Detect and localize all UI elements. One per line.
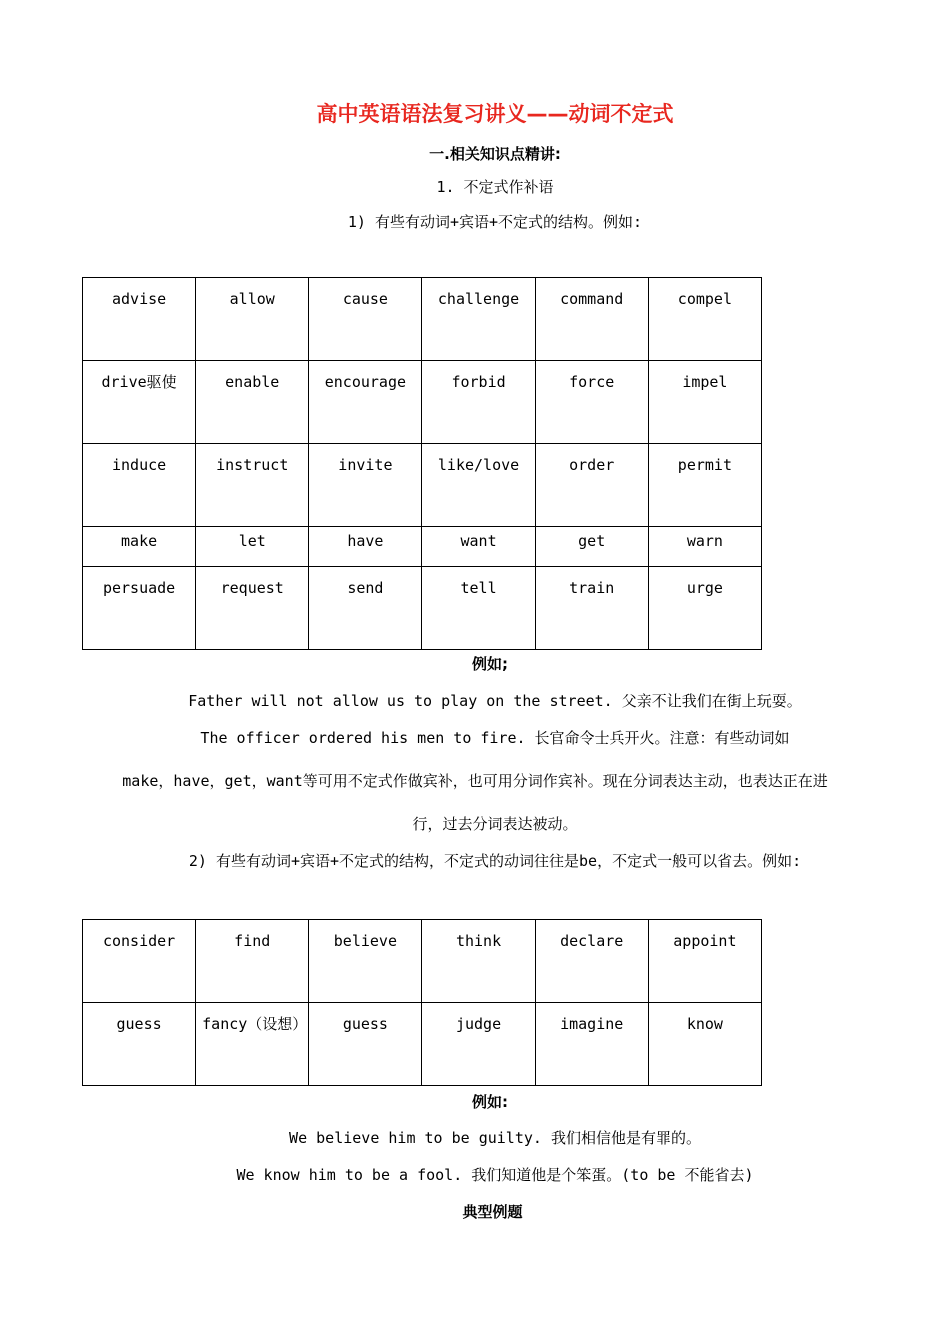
table-cell: drive驱使 xyxy=(83,361,196,444)
table-cell: compel xyxy=(648,278,761,361)
table-cell: guess xyxy=(309,1003,422,1086)
typical-examples-heading: 典型例题 xyxy=(462,1203,523,1221)
table-cell: judge xyxy=(422,1003,535,1086)
table-row xyxy=(83,444,762,527)
table-cell: order xyxy=(535,444,648,527)
table-cell: allow xyxy=(196,278,309,361)
verb-table-1 xyxy=(82,277,762,650)
table-cell: command xyxy=(535,278,648,361)
table-cell: train xyxy=(535,567,648,650)
table-cell: induce xyxy=(83,444,196,527)
table-cell: like/love xyxy=(422,444,535,527)
table-cell: declare xyxy=(535,920,648,1003)
page-title: 高中英语语法复习讲义——动词不定式 xyxy=(316,102,674,126)
subheading-infinitive-complement: 1. 不定式作补语 xyxy=(436,178,554,196)
table-cell: tell xyxy=(422,567,535,650)
example-label: 例如: xyxy=(472,1093,508,1111)
table-cell: cause xyxy=(309,278,422,361)
table-cell: invite xyxy=(309,444,422,527)
table-cell: advise xyxy=(83,278,196,361)
table-cell: enable xyxy=(196,361,309,444)
table-cell: have xyxy=(309,527,422,567)
example-sentence: We believe him to be guilty. 我们相信他是有罪的。 xyxy=(289,1129,701,1147)
example-sentence: Father will not allow us to play on the street. 父亲不让我们在街上玩耍。 xyxy=(188,692,802,710)
table-cell: fancy（设想） xyxy=(196,1003,309,1086)
table-row xyxy=(83,527,762,567)
table-cell: think xyxy=(422,920,535,1003)
table-cell: find xyxy=(196,920,309,1003)
section-heading: 一.相关知识点精讲: xyxy=(429,145,561,163)
table-cell: persuade xyxy=(83,567,196,650)
table-cell: warn xyxy=(648,527,761,567)
table-row xyxy=(83,361,762,444)
note-text: make，have，get，want等可用不定式作做宾补，也可用分词作宾补。现在分词表达主动，也表达正在进 xyxy=(122,772,828,790)
table-cell: let xyxy=(196,527,309,567)
point-1-text: 1) 有些有动词+宾语+不定式的结构。例如: xyxy=(347,213,643,231)
table-cell: encourage xyxy=(309,361,422,444)
verb-table-2 xyxy=(82,919,762,1086)
note-text: 行，过去分词表达被动。 xyxy=(412,815,578,833)
table-row xyxy=(83,278,762,361)
point-2-text: 2) 有些有动词+宾语+不定式的结构，不定式的动词往往是be，不定式一般可以省去。例如: xyxy=(188,852,802,870)
table-cell: urge xyxy=(648,567,761,650)
table-cell: permit xyxy=(648,444,761,527)
example-label: 例如; xyxy=(472,655,508,673)
table-cell: appoint xyxy=(648,920,761,1003)
table-cell: instruct xyxy=(196,444,309,527)
example-sentence: We know him to be a fool. 我们知道他是个笨蛋。(to be 不能省去) xyxy=(236,1166,754,1184)
table-cell: want xyxy=(422,527,535,567)
table-row xyxy=(83,567,762,650)
table-cell: send xyxy=(309,567,422,650)
table-cell: impel xyxy=(648,361,761,444)
table-cell: challenge xyxy=(422,278,535,361)
table-cell: imagine xyxy=(535,1003,648,1086)
example-sentence: The officer ordered his men to fire. 长官命令士兵开火。注意：有些动词如 xyxy=(200,729,790,747)
table-cell: consider xyxy=(83,920,196,1003)
table-cell: make xyxy=(83,527,196,567)
table-cell: know xyxy=(648,1003,761,1086)
table-row xyxy=(83,920,762,1003)
table-cell: request xyxy=(196,567,309,650)
table-cell: force xyxy=(535,361,648,444)
table-cell: guess xyxy=(83,1003,196,1086)
table-row xyxy=(83,1003,762,1086)
table-cell: believe xyxy=(309,920,422,1003)
table-cell: get xyxy=(535,527,648,567)
table-cell: forbid xyxy=(422,361,535,444)
